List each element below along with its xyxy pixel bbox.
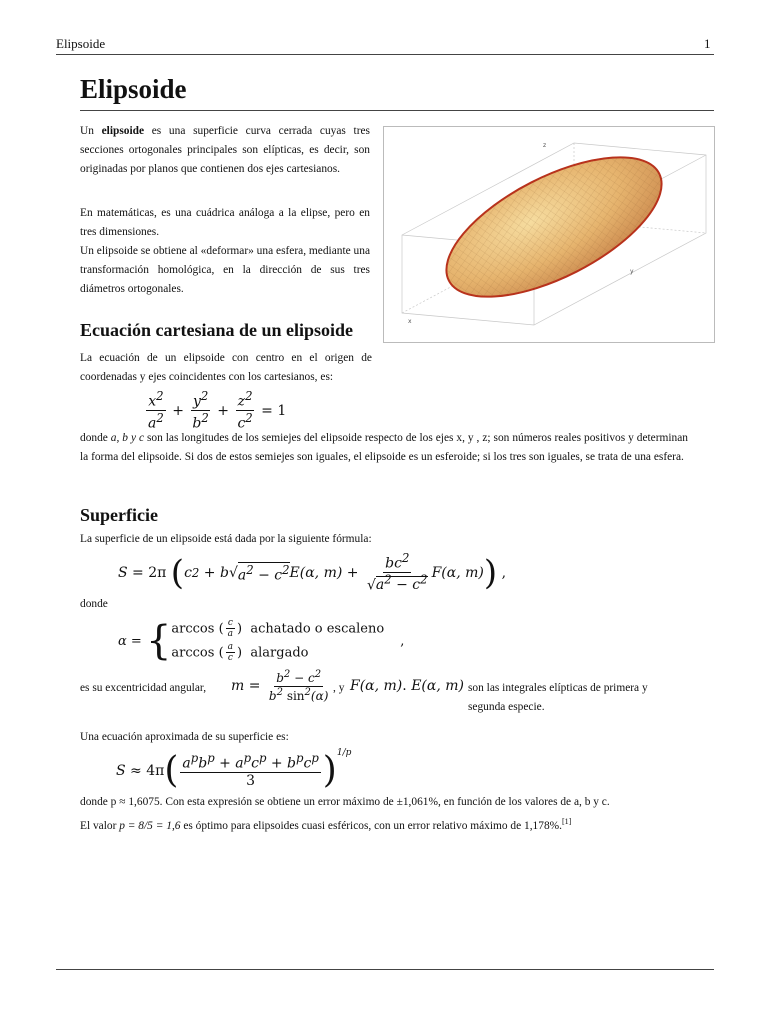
case-alargado: alargado	[250, 645, 309, 661]
page-title: Elipsoide	[80, 74, 187, 104]
aprox-text: Una ecuación aproximada de su superficie es:	[80, 731, 289, 743]
page-number: 1	[704, 36, 711, 51]
ellipsoid-plot	[384, 127, 714, 342]
section1-paragraph-1: La ecuación de un elipsoide con centro en el origen de coordenadas y ejes coincidentes con los cartesianos, es:	[80, 352, 372, 383]
ellipsoid-figure[interactable]	[383, 126, 715, 343]
title-divider	[80, 110, 714, 111]
surface-formula: S = 2π ( c 2 + b √ $a^2 - c^2$ E(α, m) + $\frac{bc^2}{√a^2 - c^2}$ F(α, m) ) ,	[118, 550, 507, 594]
section-heading-ecuacion: Ecuación cartesiana de un elipsoide	[80, 320, 354, 340]
p-value-text: donde p ≈ 1,6075. Con esta expresión se obtiene un error máximo de ±1,061%, en función de los valores de a, b y c.	[80, 796, 610, 808]
header-divider	[56, 54, 714, 55]
section2-paragraph-1: La superficie de un elipsoide está dada por la siguiente fórmula:	[80, 533, 372, 545]
footer-divider	[56, 969, 714, 970]
m-definition: m = $\frac{b^2 - c^2}{b^2 \sin^2(\alpha)}$	[231, 669, 329, 703]
term-elipsoide[interactable]: elipsoide	[101, 125, 145, 137]
intro-paragraph-3: Un elipsoide se obtiene al «deformar» una esfera, mediante una transformación homológica, en la dirección de sus tres diámetros ortogonales.	[80, 245, 370, 295]
cartesian-equation: $\frac{x^2}{a^2}$ + $\frac{y^2}{b^2}$ + $\frac{z^2}{c^2}$ = 1	[148, 389, 287, 432]
reference-link-1[interactable]: [1]	[561, 817, 572, 826]
excentricidad-text: es su excentricidad angular,	[80, 682, 207, 694]
integrales-text: son las integrales elípticas de primera y segunda especie.	[468, 682, 648, 713]
intro-paragraph-2: En matemáticas, es una cuádrica análoga a la elipse, pero en tres dimensiones.	[80, 207, 370, 238]
axis-y-label: y	[630, 268, 634, 275]
running-header-title: Elipsoide	[56, 36, 106, 51]
axis-x-label: x	[408, 318, 412, 325]
axis-z-label: z	[543, 142, 547, 149]
case-achatado: achatado o escaleno	[250, 621, 385, 637]
section-heading-superficie: Superficie	[80, 505, 158, 525]
donde-label: donde	[80, 598, 108, 610]
intro-paragraph-1: Un elipsoide es una superficie curva cerrada cuyas tres secciones ortogonales principales son elípticas, es decir, son originadas por planos que contienen dos ejes cartesianos.	[80, 125, 370, 175]
p-optimal-text: El valor p = 8/5 = 1,6 es óptimo para elipsoides cuasi esféricos, con un error relativo máximo de 1,178%.[1]	[80, 817, 572, 832]
alpha-definition: α = { arccos ( $\frac{c}{a}$ ) achatado o escaleno arccos ( $\frac{a}{c}$ ) alargado ,	[118, 617, 405, 664]
section1-paragraph-2: donde a, b y c son las longitudes de los semiejes del elipsoide respecto de los ejes x, y , z; son números reales positivos y determinan la forma del elipsoide. Si dos de estos semiejes son iguales, el elipsoide es un esferoide; si los tres son iguales, se trata de una esfera.	[80, 432, 689, 463]
y-connector: , y	[333, 682, 345, 694]
approx-formula: S ≈ 4π ( $\frac{a^pb^p + a^pc^p + b^pc^p}{3}$ ) $^{1/p}$	[116, 748, 352, 791]
elliptic-integrals: F(α, m). E(α, m)	[350, 678, 464, 694]
